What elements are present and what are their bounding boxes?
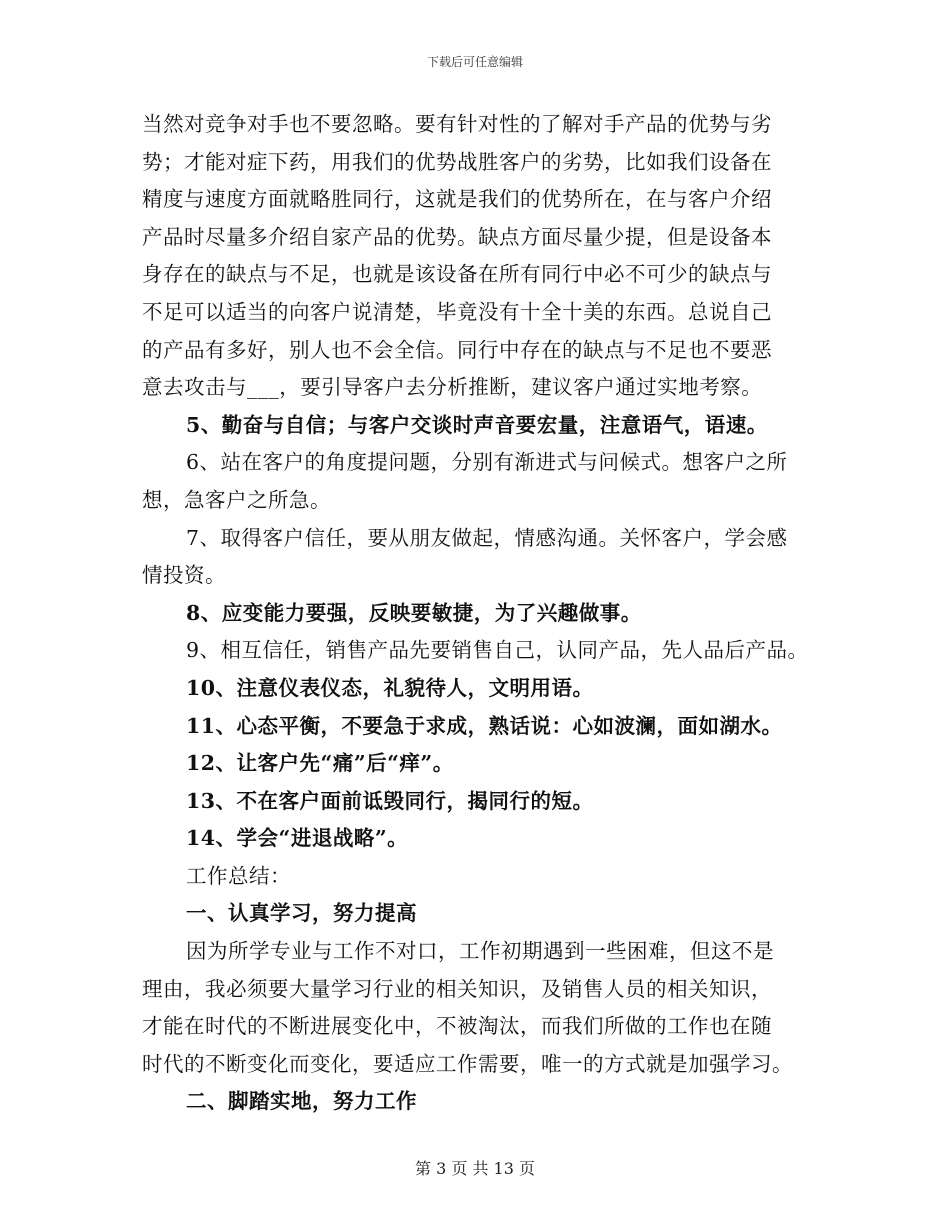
page-number: 第 3 页 共 13 页	[415, 1159, 535, 1178]
paragraph-line: 理由，我必须要大量学习行业的相关知识，及销售人员的相关知识，	[142, 976, 772, 1001]
paragraph-line: 意去攻击与___，要引导客户去分析推断，建议客户通过实地考察。	[142, 375, 763, 400]
list-item-14: 14、学会“进退战略”。	[186, 826, 409, 851]
paragraph-line: 的产品有多好，别人也不会全信。同行中存在的缺点与不足也不要恶	[142, 337, 772, 362]
list-item-9: 9、相互信任，销售产品先要销售自己，认同产品，先人品后产品。	[186, 638, 809, 663]
list-item-6: 6、站在客户的角度提问题，分别有渐进式与问候式。想客户之所	[186, 450, 788, 475]
paragraph-line: 才能在时代的不断进展变化中，不被淘汰，而我们所做的工作也在随	[142, 1014, 772, 1039]
list-item-13: 13、不在客户面前诋毁同行，揭同行的短。	[186, 788, 594, 813]
section-label: 工作总结：	[186, 863, 291, 888]
list-item-8: 8、应变能力要强，反映要敏捷，为了兴趣做事。	[186, 600, 642, 625]
paragraph-line: 产品时尽量多介绍自家产品的优势。缺点方面尽量少提，但是设备本	[142, 224, 772, 249]
list-item-7-continuation: 情投资。	[142, 563, 226, 588]
list-item-11: 11、心态平衡，不要急于求成，熟话说：心如波澜，面如湖水。	[186, 713, 783, 738]
paragraph-line: 不足可以适当的向客户说清楚，毕竟没有十全十美的东西。总说自己	[142, 299, 772, 324]
list-item-7: 7、取得客户信任，要从朋友做起，情感沟通。关怀客户，学会感	[186, 525, 788, 550]
document-body	[142, 106, 832, 1121]
paragraph-line: 因为所学专业与工作不对口，工作初期遇到一些困难，但这不是	[186, 939, 774, 964]
paragraph-line: 时代的不断变化而变化，要适应工作需要，唯一的方式就是加强学习。	[142, 1051, 793, 1076]
paragraph-line: 当然对竞争对手也不要忽略。要有针对性的了解对手产品的优势与劣	[142, 112, 772, 136]
paragraph-line: 身存在的缺点与不足，也就是该设备在所有同行中必不可少的缺点与	[142, 262, 772, 287]
list-item-12: 12、让客户先“痛”后“痒”。	[186, 751, 454, 776]
paragraph-line: 精度与速度方面就略胜同行，这就是我们的优势所在，在与客户介绍	[142, 187, 772, 212]
section-heading-2: 二、脚踏实地，努力工作	[186, 1089, 417, 1114]
section-heading-1: 一、认真学习，努力提高	[186, 901, 417, 926]
paragraph-line: 势；才能对症下药，用我们的优势战胜客户的劣势，比如我们设备在	[142, 149, 772, 174]
list-item-5: 5、勤奋与自信；与客户交谈时声音要宏量，注意语气，语速。	[186, 412, 768, 437]
list-item-6-continuation: 想，急客户之所急。	[142, 487, 331, 512]
list-item-10: 10、注意仪表仪态，礼貌待人，文明用语。	[186, 675, 594, 700]
page-header: 下载后可任意编辑	[426, 55, 523, 69]
